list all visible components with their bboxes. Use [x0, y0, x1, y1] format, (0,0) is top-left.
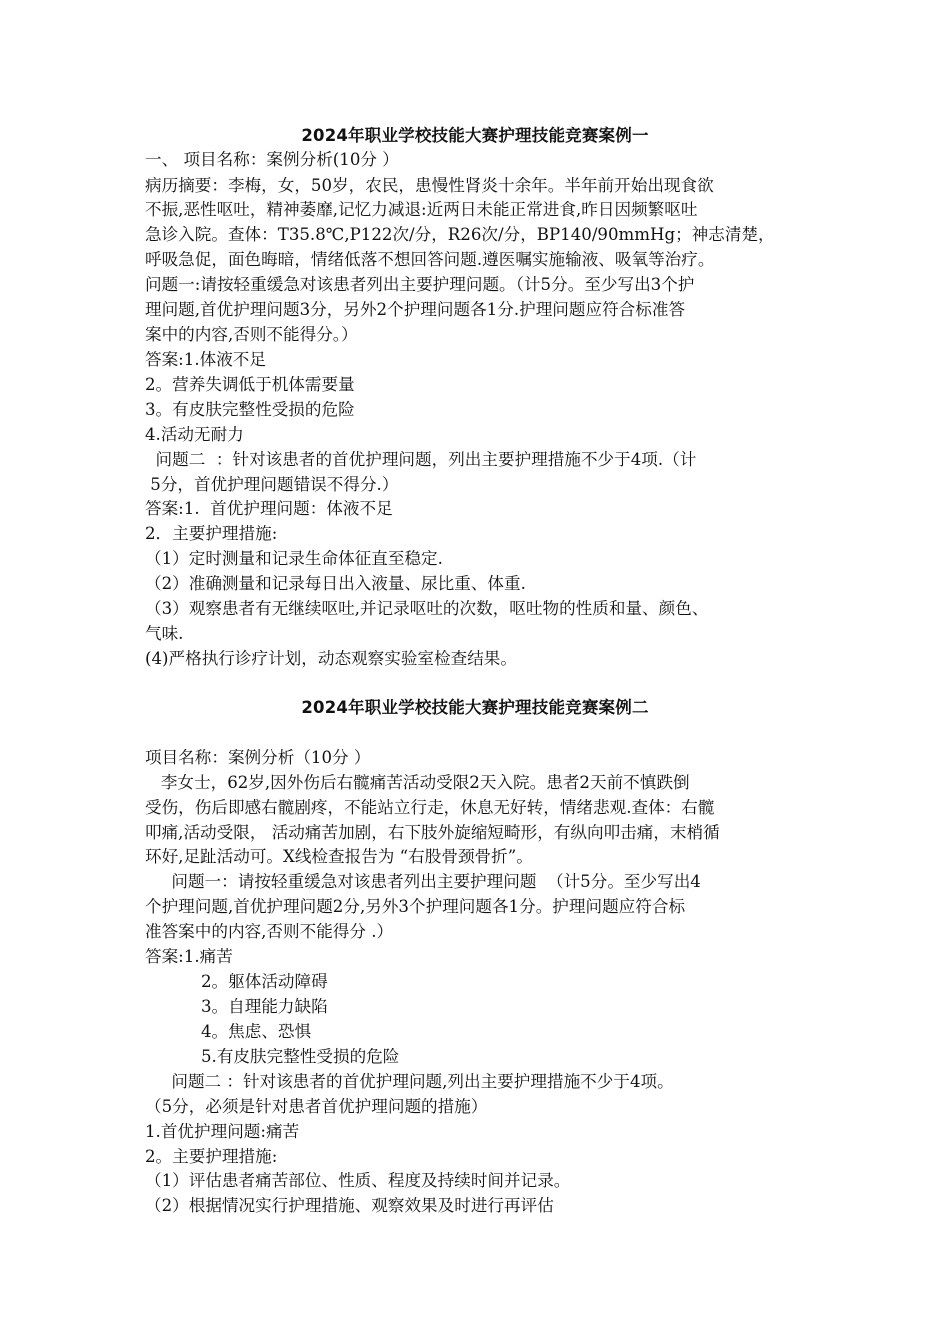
case2-history-line: 环好,足趾活动可。X线检查报告为 “右股骨颈骨折”。	[145, 847, 533, 866]
case2-answer1-line: 5.有皮肤完整性受损的危险	[201, 1047, 400, 1066]
case1-answer2-line: 答案:1. 首优护理问题：体液不足	[145, 499, 393, 518]
case1-history-line: 病历摘要：李梅，女，50岁，农民，患慢性肾炎十余年。半年前开始出现食欲	[145, 176, 714, 195]
case2-answer1-line: 答案:1.痛苦	[145, 947, 233, 966]
case2-history-line: 李女士，62岁,因外伤后右髋痛苦活动受限2天入院。患者2天前不慎跌倒	[145, 773, 690, 792]
case1-history-line: 急诊入院。查体：T35.8℃,P122次/分，R26次/分，BP140/90mmHg；神志清楚，	[145, 225, 775, 244]
case2-answer2-line: 1.首优护理问题:痛苦	[145, 1122, 300, 1141]
case1-project: 一、 项目名称：案例分析(10分 ）	[145, 150, 399, 169]
case1-answer2-line: （3）观察患者有无继续呕吐,并记录呕吐的次数，呕吐物的性质和量、颜色、	[145, 599, 709, 618]
case2-title: 2024年职业学校技能大赛护理技能竞赛案例二	[301, 698, 649, 717]
case1-history-line: 呼吸急促，面色晦暗，情绪低落不想回答问题.遵医嘱实施输液、吸氧等治疗。	[145, 250, 715, 269]
case1-history-line: 不振,恶性呕吐，精神萎靡,记忆力减退:近两日未能正常进食,昨日因频繁呕吐	[145, 200, 698, 219]
case1-question1-line: 问题一:请按轻重缓急对该患者列出主要护理问题。（计5分。至少写出3个护	[145, 275, 695, 294]
case2-question2-line: 问题二 ：针对该患者的首优护理问题,列出主要护理措施不少于4项。	[145, 1072, 674, 1091]
case1-answer2-line: （1）定时测量和记录生命体征直至稳定.	[145, 549, 443, 568]
case2-question1-line: 准答案中的内容,否则不能得分 .）	[145, 922, 394, 941]
case1-question1-line: 理问题,首优护理问题3分，另外2个护理问题各1分.护理问题应符合标准答	[145, 300, 686, 319]
case1-answer2-line: （2）准确测量和记录每日出入液量、尿比重、体重.	[145, 574, 526, 593]
case2-history-line: 叩痛,活动受限， 活动痛苦加剧，右下肢外旋缩短畸形，有纵向叩击痛，末梢循	[145, 823, 720, 842]
case1-question2-line: 5分，首优护理问题错误不得分.）	[145, 475, 399, 494]
case2-question1-line: 问题一：请按轻重缓急对该患者列出主要护理问题 （计5分。至少写出4	[145, 872, 701, 891]
case1-answer2-line: 气味.	[145, 624, 184, 643]
case2-answer2-line: （1）评估患者痛苦部位、性质、程度及持续时间并记录。	[145, 1171, 571, 1190]
case1-title: 2024年职业学校技能大赛护理技能竞赛案例一	[301, 126, 649, 145]
case1-question1-line: 案中的内容,否则不能得分。）	[145, 325, 358, 344]
case1-answer1-line: 4.活动无耐力	[145, 425, 244, 444]
case1-answer1-line: 答案:1.体液不足	[145, 350, 266, 369]
case1-answer1-line: 3。有皮肤完整性受损的危险	[145, 400, 355, 419]
case2-answer2-line: （2）根据情况实行护理措施、观察效果及时进行再评估	[145, 1196, 554, 1215]
case2-answer1-line: 2。躯体活动障碍	[201, 972, 328, 991]
case1-answer2-line: (4)严格执行诊疗计划，动态观察实验室检查结果。	[145, 649, 517, 668]
case2-answer1-line: 4。焦虑、恐惧	[201, 1022, 312, 1041]
case1-answer2-line: 2．主要护理措施:	[145, 524, 278, 543]
case2-history-line: 受伤，伤后即感右髋剧疼，不能站立行走，休息无好转，情绪悲观.查体：右髋	[145, 798, 715, 817]
case2-answer1-line: 3。自理能力缺陷	[201, 997, 328, 1016]
case2-answer2-line: 2。主要护理措施:	[145, 1147, 278, 1166]
case2-question1-line: 个护理问题,首优护理问题2分,另外3个护理问题各1分。护理问题应符合标	[145, 897, 686, 916]
case1-question2-line: 问题二 ：针对该患者的首优护理问题，列出主要护理措施不少于4项.（计	[145, 450, 697, 469]
case2-project: 项目名称：案例分析（10分 ）	[145, 748, 371, 767]
case1-answer1-line: 2。营养失调低于机体需要量	[145, 375, 355, 394]
case2-question2-line: （5分，必须是针对患者首优护理问题的措施）	[145, 1097, 488, 1116]
